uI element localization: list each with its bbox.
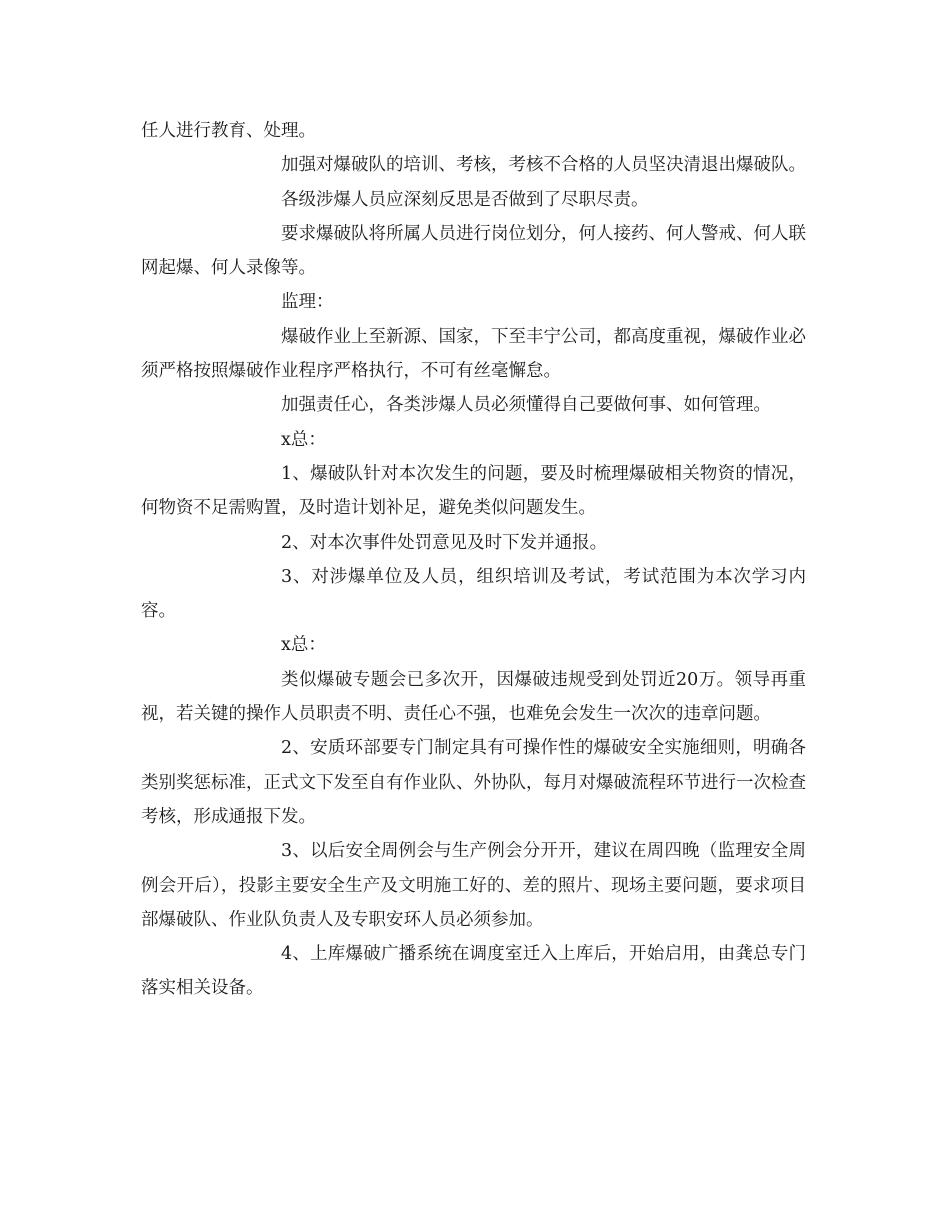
list-item-3b: 3、以后安全周例会与生产例会分开开，建议在周四晚（监理安全周例会开后），投影主要安全生产及文明施工好的、差的照片、现场主要问题，要求项目部爆破队、作业队负责人及专职安环人员必须参加。 xyxy=(141,841,806,930)
paragraph-post-division: 要求爆破队将所属人员进行岗位划分，何人接药、何人警戒、何人联网起爆、何人录像等。 xyxy=(141,223,806,279)
speaker-heading-supervisor: 监理： xyxy=(281,292,334,313)
document-body xyxy=(141,114,806,1006)
speaker-heading-x2: x总： xyxy=(281,635,326,656)
paragraph-meetings: 类似爆破专题会已多次开，因爆破违规受到处罚近20万。领导再重视，若关键的操作人员职责不明、责任心不强，也难免会发生一次次的违章问题。 xyxy=(141,669,806,725)
list-item-1: 1、爆破队针对本次发生的问题，要及时梳理爆破相关物资的情况，何物资不足需购置，及时造计划补足，避免类似问题发生。 xyxy=(141,463,806,519)
paragraph-reflection: 各级涉爆人员应深刻反思是否做到了尽职尽责。 xyxy=(281,189,649,210)
paragraph-procedure: 爆破作业上至新源、国家，下至丰宁公司，都高度重视，爆破作业必须严格按照爆破作业程序严格执行，不可有丝毫懈怠。 xyxy=(141,326,806,382)
paragraph-responsibility: 加强责任心，各类涉爆人员必须懂得自己要做何事、如何管理。 xyxy=(281,395,771,416)
paragraph-training: 加强对爆破队的培训、考核，考核不合格的人员坚决清退出爆破队。 xyxy=(281,155,806,176)
list-item-2: 2、对本次事件处罚意见及时下发并通报。 xyxy=(281,532,608,553)
speaker-heading-x1: x总： xyxy=(281,429,326,450)
paragraph-continuation: 任人进行教育、处理。 xyxy=(141,121,316,141)
list-item-3: 3、对涉爆单位及人员，组织培训及考试，考试范围为本次学习内容。 xyxy=(141,566,806,622)
list-item-2b: 2、安质环部要专门制定具有可操作性的爆破安全实施细则，明确各类别奖惩标准，正式文下发至自有作业队、外协队，每月对爆破流程环节进行一次检查考核，形成通报下发。 xyxy=(141,738,806,827)
list-item-4b: 4、上库爆破广播系统在调度室迁入上库后，开始启用，由龚总专门落实相关设备。 xyxy=(141,944,806,999)
